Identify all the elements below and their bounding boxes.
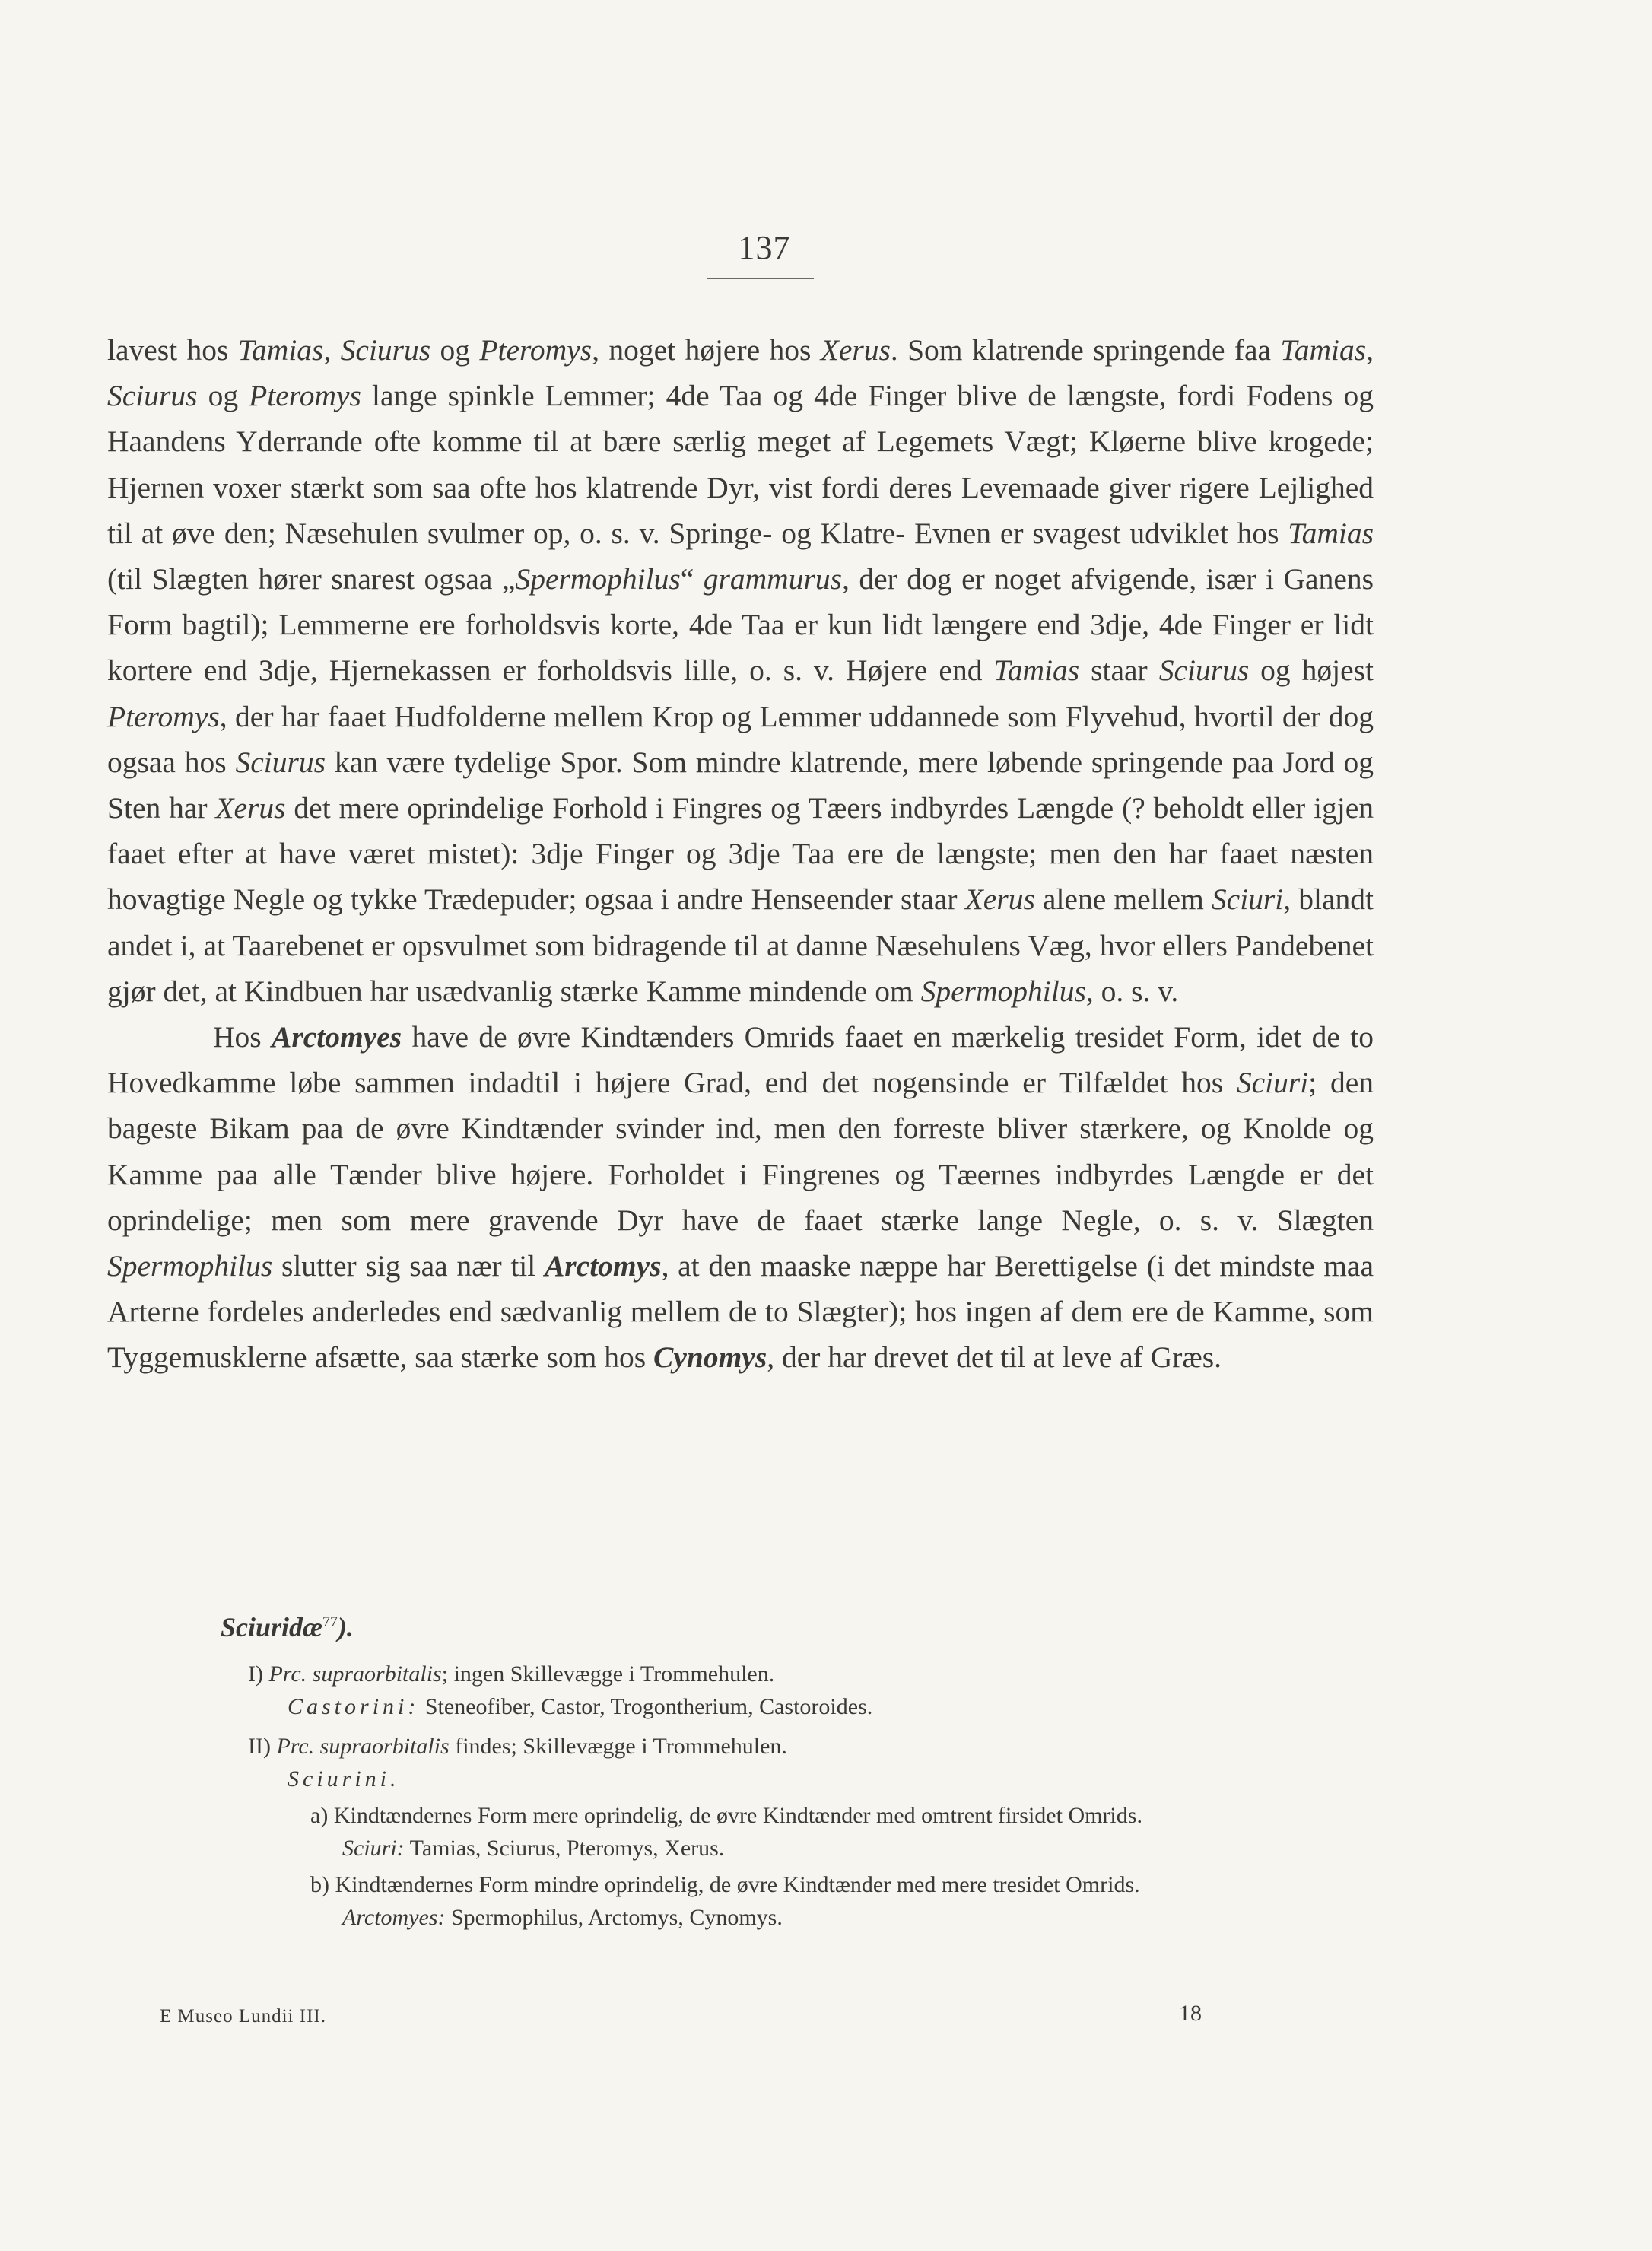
tribe-line	[248, 1691, 1381, 1724]
footer-source: E Museo Lundii III.	[160, 2006, 326, 2027]
group-numeral: I)	[248, 1661, 263, 1687]
item-label: a)	[310, 1803, 329, 1828]
genera-list: Spermophilus, Arctomys, Cynomys.	[451, 1904, 783, 1930]
item-description: Kindtændernes Form mindre oprindelig, de øvre Kindtænder med mere tresidet Omrids.	[335, 1872, 1140, 1897]
subgroup-name: Sciuri:	[342, 1835, 405, 1861]
page-number: 137	[738, 229, 791, 266]
classification-list	[248, 1658, 1381, 1934]
subgroup-a-line	[248, 1800, 1381, 1833]
item-label: b)	[310, 1872, 329, 1897]
subgroup-name: Arctomyes:	[342, 1904, 446, 1930]
item-description: Kindtændernes Form mere oprindelig, de øvre Kindtænder med omtrent firsidet Omrids.	[333, 1803, 1142, 1828]
tribe-name: Castorini:	[288, 1693, 420, 1719]
heading-suffix: ).	[338, 1612, 354, 1642]
genera-list: Tamias, Sciurus, Pteromys, Xerus.	[409, 1835, 725, 1861]
group-description: ; ingen Skillevægge i Trommehulen.	[441, 1661, 775, 1687]
footer-signature: 18	[1179, 2001, 1202, 2026]
section-heading	[221, 1611, 354, 1643]
genera-list: Steneofiber, Castor, Trogontherium, Castoroides.	[424, 1693, 873, 1719]
group-description: findes; Skillevægge i Trommehulen.	[455, 1734, 787, 1759]
group-2-line	[248, 1731, 1381, 1763]
page-number-rule	[707, 278, 814, 279]
subgroup-a-genera-line	[248, 1833, 1381, 1865]
paragraph: lavest hos Tamias, Sciurus og Pteromys, noget højere hos Xerus. Som klatrende springende faa Tamias, Sciurus og Pteromys lange spinkle Lemmer; 4de Taa og 4de Finger blive de længste, fordi Fodens og Haandens Yderrande ofte komme til at bære særlig meget af Legemets Vægt; Kløerne blive krogede; Hjernen voxer stærkt som saa ofte hos klatrende Dyr, vist fordi deres Levemaade giver rigere Lejlighed til at øve den; Næsehulen svulmer op, o. s. v. Springe- og Klatre- Evnen er svagest udviklet hos Tamias (til Slægten hører snarest ogsaa „Spermophilus“ grammurus, der dog er noget afvigende, især i Ganens Form bagtil); Lemmerne ere forholdsvis korte, 4de Taa er kun lidt længere end 3dje, 4de Finger er lidt kortere end 3dje, Hjernekassen er forholdsvis lille, o. s. v. Højere end Tamias staar Sciurus og højest Pteromys, der har faaet Hudfolderne mellem Krop og Lemmer uddannede som Flyvehud, hvortil der dog ogsaa hos Sciurus kan være tydelige Spor. Som mindre klatrende, mere løbende springende paa Jord og Sten har Xerus det mere oprindelige Forhold i Fingres og Tæers indbyrdes Længde (? beholdt eller igjen faaet efter at have været mistet): 3dje Finger og 3dje Taa ere de længste; men den har faaet næsten hovagtige Negle og tykke Trædepuder; ogsaa i andre Henseender staar Xerus alene mellem Sciuri, blandt andet i, at Taarebenet er opsvulmet som bidragende til at danne Næsehulens Væg, hvor ellers Pandebenet gjør det, at Kindbuen har usædvanlig stærke Kamme mindende om Spermophilus, o. s. v.	[107, 333, 1374, 1008]
family-name: Sciuridæ	[221, 1612, 323, 1642]
anatomical-term: Prc. supraorbitalis	[268, 1661, 442, 1687]
group-1-line	[248, 1658, 1381, 1691]
group-numeral: II)	[248, 1734, 271, 1759]
body-text	[107, 327, 1374, 1381]
subgroup-b-line	[248, 1869, 1381, 1902]
footnote-marker: 77	[322, 1614, 338, 1630]
anatomical-term: Prc. supraorbitalis	[276, 1734, 450, 1759]
tribe-name: Sciurini.	[288, 1766, 400, 1792]
tribe-line	[248, 1763, 1381, 1796]
subgroup-b-genera-line	[248, 1902, 1381, 1935]
paragraph: Hos Arctomyes have de øvre Kindtænders Omrids faaet en mærkelig tresidet Form, idet de to Hovedkamme løbe sammen indadtil i højere Grad, end det nogensinde er Tilfældet hos Sciuri; den bageste Bikam paa de øvre Kindtænder svinder ind, men den forreste bliver stærkere, og Knolde og Kamme paa alle Tænder blive højere. Forholdet i Fingrenes og Tæernes indbyrdes Længde er det oprindelige; men som mere gravende Dyr have de faaet stærke lange Negle, o. s. v. Slægten Spermophilus slutter sig saa nær til Arctomys, at den maaske næppe har Berettigelse (i det mindste maa Arterne fordeles anderledes end sædvanlig mellem de to Slægter); hos ingen af dem ere de Kamme, som Tyggemusklerne afsætte, saa stærke som hos Cynomys, der har drevet det til at leve af Græs.	[107, 1020, 1374, 1375]
